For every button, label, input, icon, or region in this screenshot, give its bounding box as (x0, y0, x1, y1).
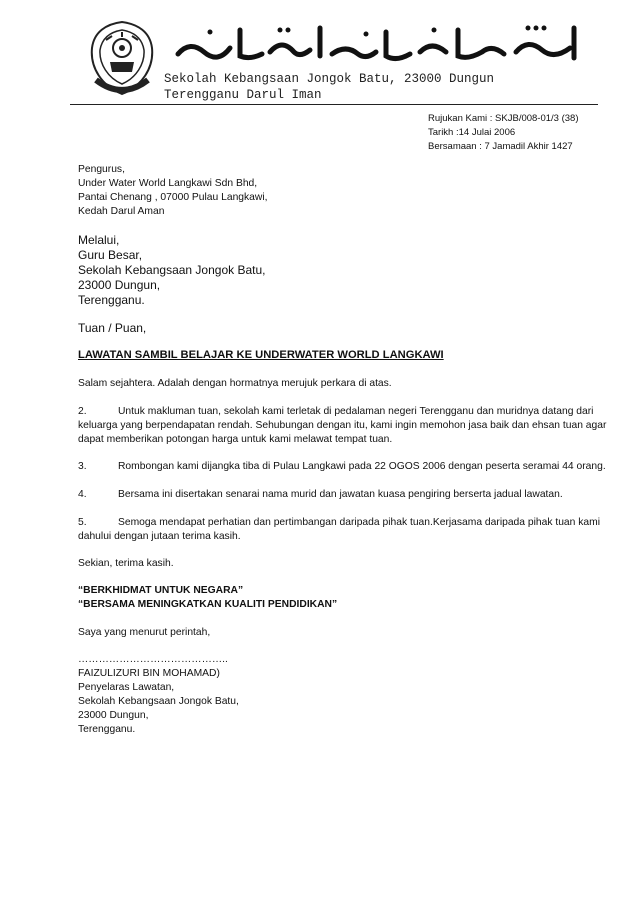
paragraph-2-line: dapat memberikan potongan harga untuk kami melawat tempat tuan. (78, 434, 393, 445)
school-crest-logo (86, 18, 158, 98)
via-line: Guru Besar, (78, 248, 143, 262)
via-line: 23000 Dungun, (78, 278, 161, 292)
paragraph-4-line: 4. Bersama ini disertakan senarai nama murid dan jawatan kuasa pengiring berserta jadual lawatan. (78, 489, 563, 500)
motto-line-1: “BERKHIDMAT UNTUK NEGARA” (78, 585, 244, 596)
signatory-line: 23000 Dungun, (78, 710, 149, 721)
paragraph-number: 5. (78, 517, 87, 528)
paragraph-5-line: 5. Semoga mendapat perhatian dan pertimbangan daripada pihak tuan.Kerjasama daripada pihak tuan kami (78, 517, 600, 528)
signatory-line: Terengganu. (78, 724, 136, 735)
closing-line: Sekian, terima kasih. (78, 558, 174, 569)
via-line: Melalui, (78, 233, 120, 247)
school-name-line1: Sekolah Kebangsaan Jongok Batu, 23000 Dungun (164, 72, 495, 86)
signatory-name: FAIZULIZURI BIN MOHAMAD) (78, 668, 220, 679)
via-line: Terengganu. (78, 293, 145, 307)
signature-dotted-line: …………………………………….. (78, 654, 228, 665)
paragraph-3-line: 3. Rombongan kami dijangka tiba di Pulau Langkawi pada 22 OGOS 2006 dengan peserta seramai 44 orang. (78, 461, 606, 472)
paragraph-number: 3. (78, 461, 87, 472)
recipient-line: Kedah Darul Aman (78, 206, 165, 217)
jawi-school-name-calligraphy (170, 18, 590, 68)
motto-line-2: “BERSAMA MENINGKATKAN KUALITI PENDIDIKAN” (78, 599, 338, 610)
paragraph-number: 2. (78, 406, 87, 417)
paragraph-number: 4. (78, 489, 87, 500)
letter-subject: LAWATAN SAMBIL BELAJAR KE UNDERWATER WORLD LANGKAWI (78, 349, 444, 361)
recipient-line: Pantai Chenang , 07000 Pulau Langkawi, (78, 192, 268, 203)
reference-number: Rujukan Kami : SKJB/008-01/3 (38) (428, 113, 579, 124)
recipient-line: Pengurus, (78, 164, 125, 175)
signatory-line: Sekolah Kebangsaan Jongok Batu, (78, 696, 239, 707)
signatory-line: Penyelaras Lawatan, (78, 682, 175, 693)
opening-line: Salam sejahtera. Adalah dengan hormatnya merujuk perkara di atas. (78, 378, 392, 389)
hijri-date: Bersamaan : 7 Jamadil Akhir 1427 (428, 141, 573, 152)
letter-date: Tarikh :14 Julai 2006 (428, 127, 516, 138)
header-divider (70, 104, 598, 105)
salutation: Tuan / Puan, (78, 321, 147, 335)
order-line: Saya yang menurut perintah, (78, 627, 211, 638)
paragraph-5-line: dahului dengan jutaan terima kasih. (78, 531, 241, 542)
school-name-line2: Terengganu Darul Iman (164, 88, 322, 102)
paragraph-2-line: 2. Untuk makluman tuan, sekolah kami terletak di pedalaman negeri Terengganu dan muridnya datang dari (78, 406, 594, 417)
recipient-line: Under Water World Langkawi Sdn Bhd, (78, 178, 258, 189)
paragraph-2-line: keluarga yang berpendapatan rendah. Sehubungan dengan itu, kami ingin memohon jasa baik dan ehsan tuan agar (78, 420, 607, 431)
via-line: Sekolah Kebangsaan Jongok Batu, (78, 263, 266, 277)
